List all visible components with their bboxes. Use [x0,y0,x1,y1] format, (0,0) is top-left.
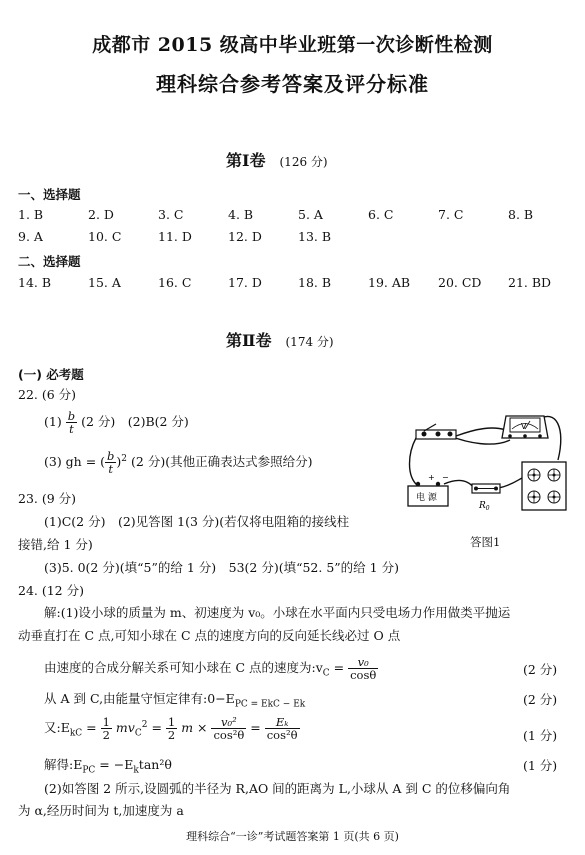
switch-icon [416,424,456,439]
answer-item: 21. BD [508,275,552,290]
answer-item: 7. C [438,207,464,222]
q23-line-3: (3)5. 0(2 分)(填“5”的给 1 分) 53(2 分)(填“52. 5”的给 1 分) [44,560,399,575]
q22-heading: 22. (6 分) [18,387,77,402]
answer-item: 20. CD [438,275,482,290]
svg-text:R0 [478,501,490,512]
q24-paragraph-1: 解:(1)设小球的质量为 m、初速度为 v₀。小球在水平面内只受电场力作用做类平抛运 [44,605,511,620]
r0-label: R [479,501,486,511]
volume-1-title: 第Ⅰ卷 [226,151,266,170]
power-supply-label: 电 源 [416,493,437,503]
answer-item: 14. B [18,275,52,290]
figure-caption: 答图1 [470,535,501,549]
minus-sign: − [442,473,449,482]
q23-line-1: (1)C(2 分) (2)见答图 1(3 分)(若仅将电阻箱的接线柱 [44,514,350,529]
q24-paragraph-2: 动垂直打在 C 点,可知小球在 C 点的速度方向的反向延长线必过 O 点 [18,628,401,643]
answer-item: 10. C [88,229,122,244]
q24-equation-3: 又$:E_{kC}$ = $\frac{1}{2}$ $mv_C^2$ = $\frac{1}{2}$ m × $\frac{\text{v₀²}}{\text{cos²θ}}$ = $\frac{\text{Eₖ}}{\text{cos²θ}}$ [44,715,298,743]
answer-item: 9. A [18,229,43,244]
q23-line-2: 接错,给 1 分) [18,537,93,552]
q24-paragraph-3: (2)如答图 2 所示,设圆弧的半径为 R,AO 间的距离为 L,小球从 A 到 C 的位移偏向角 [44,781,511,796]
answer-item: 5. A [298,207,323,222]
voltmeter-icon [502,416,548,438]
q24-eq3-score: (1 分) [523,728,558,743]
answer-item: 4. B [228,207,254,222]
document-subtitle: 理科综合参考答案及评分标准 [156,72,429,96]
power-supply-icon [408,473,449,506]
resistance-box-icon [522,462,566,510]
volume-1-score: (126 分) [279,155,328,169]
q22-line-1: (1) $\frac{b}{t}$ (2 分) (2)B(2 分) [44,409,189,436]
section-1-title: 一、选择题 [18,187,81,202]
answer-item: 16. C [158,275,192,290]
section-2-title: 二、选择题 [18,254,81,269]
q23-heading: 23. (9 分) [18,491,77,506]
resistor-r0-icon [472,484,500,512]
page-footer: 理科综合“一诊”考试题答案第 1 页(共 6 页) [186,830,399,843]
volume-2-score: (174 分) [285,335,334,349]
answer-item: 3. C [158,207,184,222]
answer-item: 19. AB [368,275,411,290]
r0-subscript: 0 [485,505,490,512]
q24-eq1-score: (2 分) [523,662,558,677]
q24-equation-2: 从 A 到 C,由能量守恒定律有$:0-E_{PC = EkC - Ek}$ [44,691,306,710]
volume-2-title: 第Ⅱ卷 [226,331,272,350]
q24-equation-4: 解得$:E_{PC} = -E_k\tan^2\theta$ [44,757,172,776]
circuit-diagram [398,398,570,520]
volume-1-heading [226,148,328,171]
answer-item: 11. D [158,229,192,244]
volume-2-heading [226,328,334,351]
voltmeter-label: V [521,422,527,431]
answer-item: 2. D [88,207,114,222]
document-title: 成都市 2015 级高中毕业班第一次诊断性检测 [92,34,493,56]
q24-eq4-score: (1 分) [523,758,558,773]
q22-fraction-b-over-t: $\frac{b}{t}$ [67,409,76,436]
answer-item: 1. B [18,207,44,222]
required-heading: (一) 必考题 [18,367,84,382]
answer-item: 13. B [298,229,332,244]
q24-eq2-score: (2 分) [523,692,558,707]
q24-equation-1: 由速度的合成分解关系可知小球在 C 点的速度为$:v_C$ = $\frac{\text{v₀}}{\cos\theta}$ [44,655,377,682]
answer-item: 15. A [88,275,121,290]
q24-heading: 24. (12 分) [18,583,84,598]
q22-line-3: (3) gh = ( $\frac{b}{t}$ )$^2$ (2 分)(其他正确表达式参照给分) [44,449,313,477]
answer-item: 6. C [368,207,394,222]
answer-item: 12. D [228,229,262,244]
answer-item: 17. D [228,275,262,290]
plus-sign: + [428,473,435,482]
q22-fraction: $\frac{b}{t}$ [107,449,115,477]
q24-paragraph-4: 为 α,经历时间为 t,加速度为 a [18,803,184,818]
answer-item: 8. B [508,207,534,222]
answer-item: 18. B [298,275,332,290]
